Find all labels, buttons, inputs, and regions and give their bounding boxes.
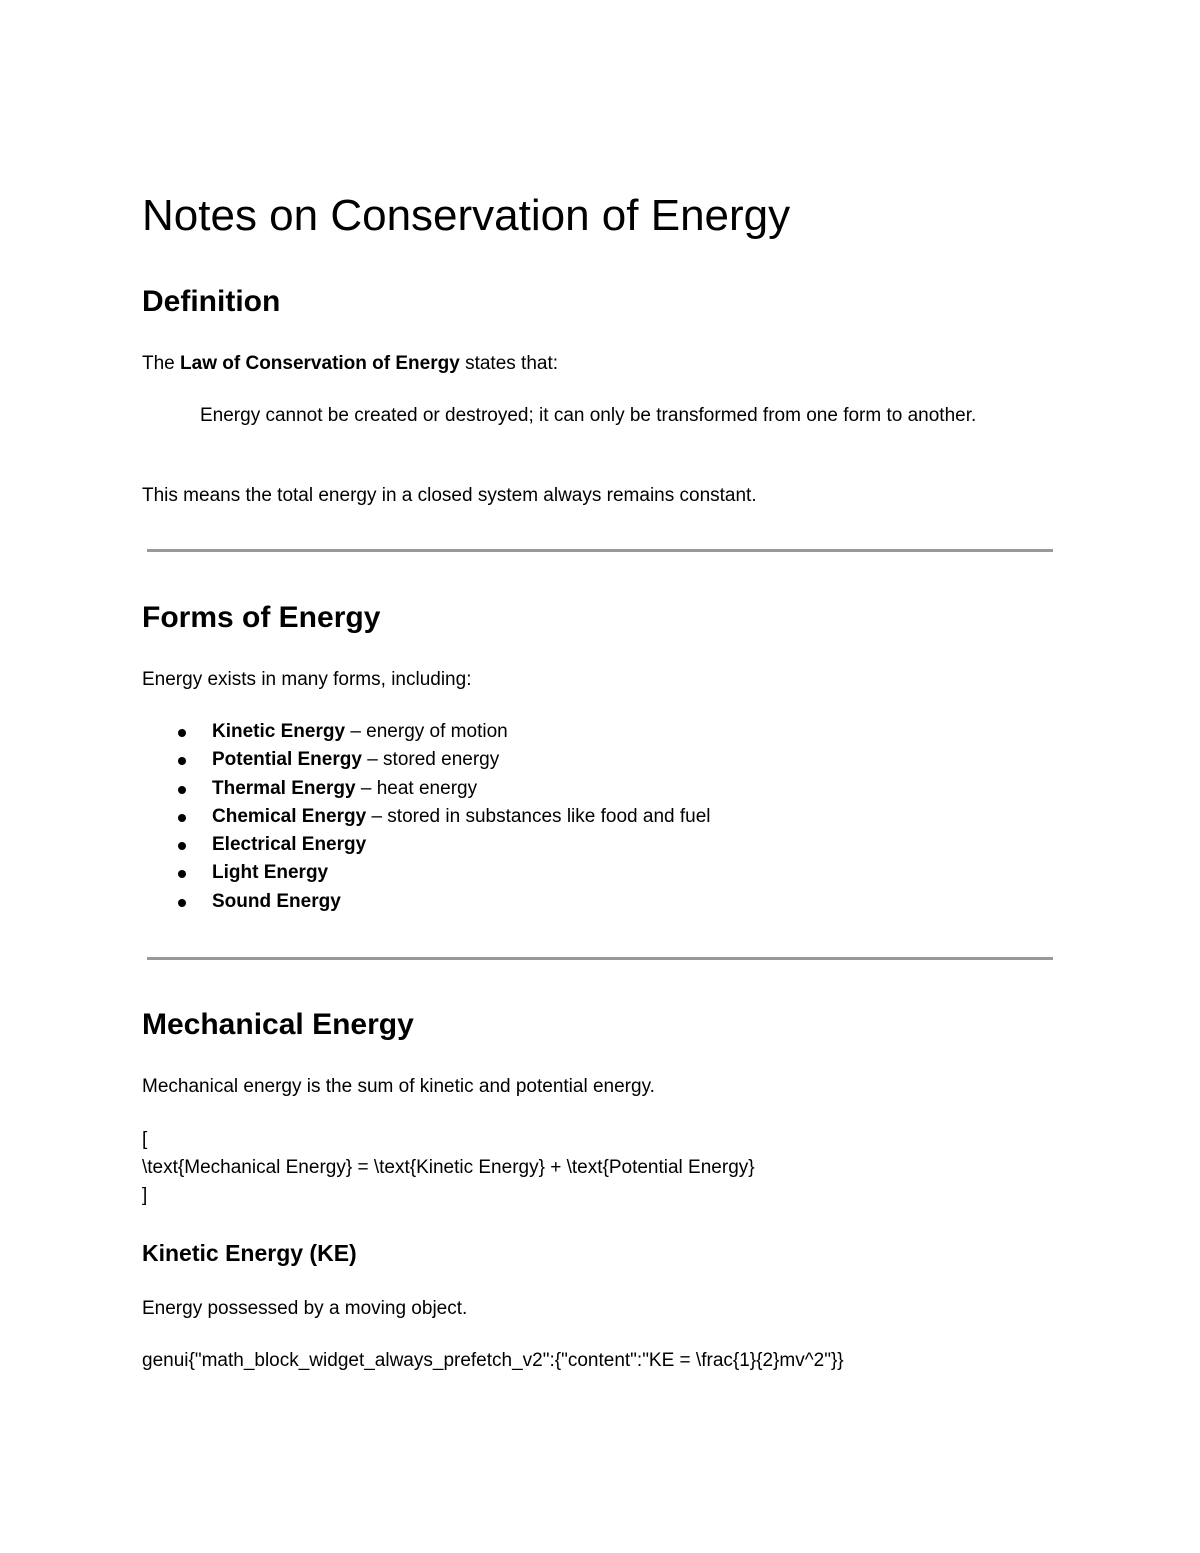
definition-intro	[142, 350, 558, 378]
forms-intro: Energy exists in many forms, including:	[142, 669, 472, 690]
section-divider	[147, 549, 1053, 552]
form-term: Thermal Energy	[212, 777, 356, 799]
list-item	[178, 775, 711, 803]
definition-closing: This means the total energy in a closed system always remains constant.	[142, 485, 757, 506]
bullet-icon	[178, 757, 186, 765]
form-desc: – heat energy	[355, 777, 478, 799]
form-term: Sound Energy	[212, 890, 341, 912]
definition-intro-prefix: The	[142, 353, 181, 374]
definition-quote: Energy cannot be created or destroyed; it can only be transformed from one form to another.	[200, 405, 977, 426]
bullet-icon	[178, 729, 186, 737]
form-term: Potential Energy	[212, 749, 362, 771]
form-desc: – stored in substances like food and fuel	[366, 805, 711, 827]
section-divider	[147, 957, 1053, 960]
list-item	[178, 888, 711, 916]
formula-open-bracket: [	[142, 1129, 148, 1150]
list-item	[178, 746, 711, 774]
mechanical-intro: Mechanical energy is the sum of kinetic and potential energy.	[142, 1076, 655, 1097]
form-term: Kinetic Energy	[212, 721, 346, 742]
mechanical-heading: Mechanical Energy	[142, 1008, 414, 1041]
bullet-icon	[178, 842, 186, 850]
definition-heading: Definition	[142, 285, 281, 318]
bullet-icon	[178, 870, 186, 878]
forms-list	[178, 718, 711, 916]
form-desc: – stored energy	[361, 749, 500, 771]
form-term: Chemical Energy	[212, 805, 367, 827]
kinetic-heading: Kinetic Energy (KE)	[142, 1240, 357, 1266]
bullet-icon	[178, 899, 186, 907]
bullet-icon	[178, 786, 186, 794]
law-name: Law of Conservation of Energy	[180, 353, 460, 374]
list-item	[178, 831, 711, 859]
list-item	[178, 718, 711, 746]
forms-heading: Forms of Energy	[142, 601, 381, 634]
kinetic-formula-widget: genui{"math_block_widget_always_prefetch_v2":{"content":"KE = \frac{1}{2}mv^2"}}	[142, 1350, 844, 1371]
mechanical-formula: \text{Mechanical Energy} = \text{Kinetic Energy} + \text{Potential Energy}	[142, 1157, 755, 1178]
bullet-icon	[178, 814, 186, 822]
form-term: Electrical Energy	[212, 834, 367, 856]
list-item	[178, 803, 711, 831]
form-desc: – energy of motion	[345, 721, 508, 742]
form-term: Light Energy	[212, 862, 329, 884]
page-title: Notes on Conservation of Energy	[142, 191, 791, 240]
definition-intro-suffix: states that:	[459, 353, 559, 374]
kinetic-description: Energy possessed by a moving object.	[142, 1298, 468, 1319]
list-item	[178, 859, 711, 887]
formula-close-bracket: ]	[142, 1185, 148, 1206]
